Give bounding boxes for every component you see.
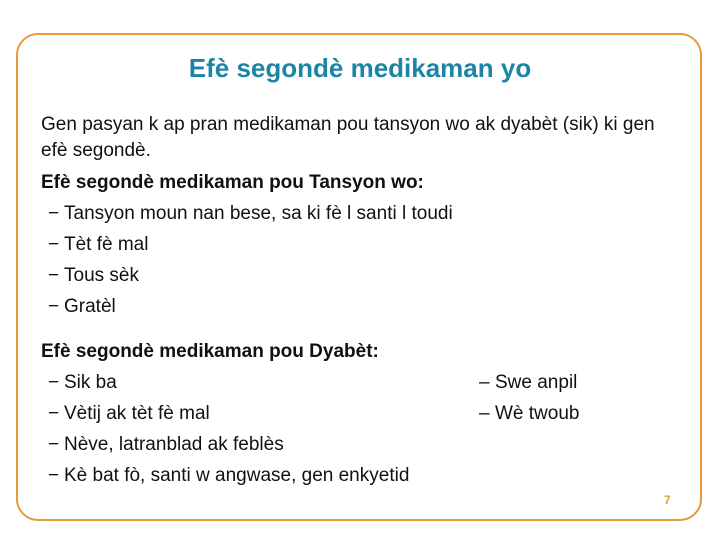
diabetes-item: − Kè bat fò, santi w angwase, gen enkyetid — [48, 463, 409, 489]
hypertension-item: − Tansyon moun nan bese, sa ki fè l santi l toudi — [48, 201, 453, 227]
bullet-dash: − — [48, 203, 60, 224]
diabetes-item: − Vètij ak tèt fè mal — [48, 401, 210, 427]
bullet-dash: − — [48, 434, 60, 455]
slide-title: Efè segondè medikaman yo — [188, 53, 532, 83]
hypertension-item: − Gratèl — [48, 294, 116, 320]
bullet-dash: − — [48, 265, 60, 286]
bullet-dash: − — [48, 296, 60, 317]
hypertension-heading: Efè segondè medikaman pou Tansyon wo: — [41, 172, 424, 193]
bullet-dash: − — [48, 234, 60, 255]
diabetes-item-right: – Swe anpil — [479, 370, 577, 396]
diabetes-item: − Sik ba — [48, 370, 117, 396]
diabetes-item: − Nève, latranblad ak feblès — [48, 432, 284, 458]
intro-text: Gen pasyan k ap pran medikaman pou tansyon wo ak dyabèt (sik) ki gen efè segondè. — [41, 114, 655, 161]
bullet-dash: − — [48, 465, 60, 486]
hypertension-item: − Tous sèk — [48, 263, 139, 289]
bullet-dash: – — [479, 403, 490, 424]
hypertension-item: − Tèt fè mal — [48, 232, 148, 258]
diabetes-heading: Efè segondè medikaman pou Dyabèt: — [41, 341, 379, 362]
bullet-dash: – — [479, 372, 490, 393]
diabetes-item-right: – Wè twoub — [479, 401, 579, 427]
bullet-dash: − — [48, 372, 60, 393]
page-number: 7 — [664, 493, 671, 507]
bullet-dash: − — [48, 403, 60, 424]
